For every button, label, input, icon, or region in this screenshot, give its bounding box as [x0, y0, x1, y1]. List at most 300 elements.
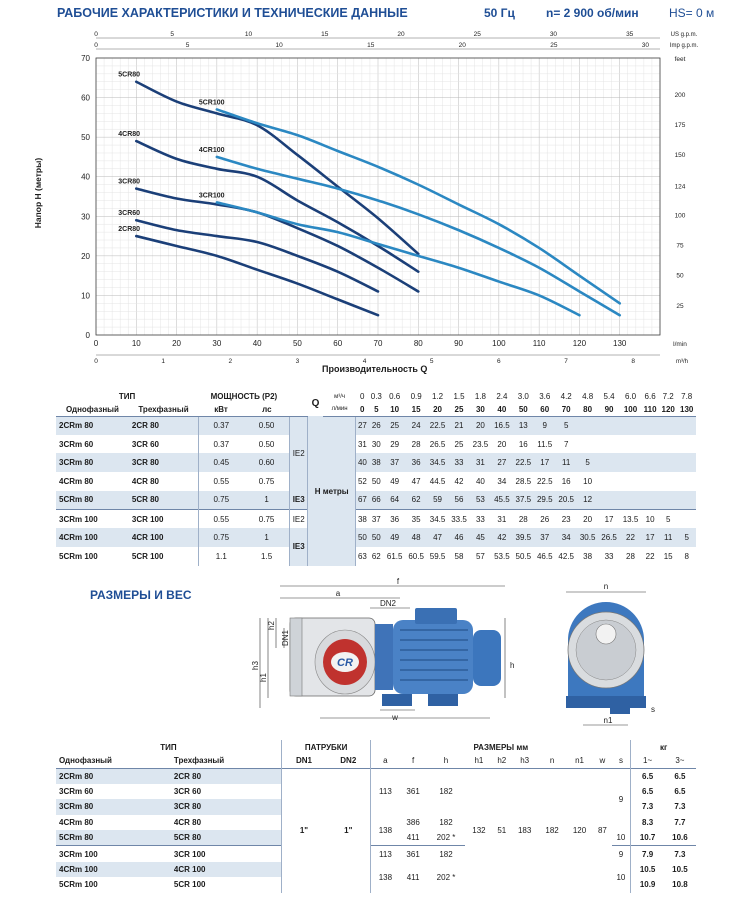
m3h-tick-label: 0	[94, 358, 98, 365]
q-lmin: 90	[598, 403, 619, 416]
head-value: 36	[384, 509, 405, 528]
head-value: 45	[470, 528, 491, 547]
head-value: 17	[534, 453, 555, 472]
weight-3ph: 7.3	[674, 802, 686, 812]
head-value	[641, 472, 659, 491]
head-value: 28	[411, 439, 421, 449]
m3h-tick-label: 3	[295, 358, 300, 365]
head-value	[641, 491, 659, 510]
x-tick-label: 50	[292, 339, 302, 348]
head-value: 28	[626, 551, 635, 561]
head-value	[659, 472, 677, 491]
head-value: 56	[448, 491, 469, 510]
m3h-tick-label: 6	[497, 358, 501, 365]
head-value	[598, 435, 619, 454]
h-value: 202 *	[436, 833, 456, 843]
q-m3h: 1.8	[474, 392, 486, 401]
col-h3: h3	[520, 756, 530, 766]
head-value: 11	[659, 528, 677, 547]
kg-header: кг	[631, 740, 696, 754]
head-value: 21	[448, 416, 469, 435]
x-tick-label: 100	[492, 339, 506, 348]
head-value: 16.5	[491, 416, 512, 435]
dim-row-three: 2CR 80	[171, 768, 281, 784]
col-1ph: 1~	[631, 754, 664, 768]
perf-row	[56, 547, 696, 566]
head-value	[659, 435, 677, 454]
head-value: 50	[356, 528, 369, 547]
q-lmin: 70	[555, 403, 576, 416]
head-value: 33	[448, 453, 469, 472]
x-tick-label: 0	[93, 339, 99, 348]
dim-row-single: 3CRm 60	[59, 786, 94, 796]
head-value: 20	[470, 416, 491, 435]
head-value: 37	[384, 453, 405, 472]
dim-label-n: n	[603, 582, 609, 591]
three-phase-model: 3CR 60	[131, 439, 159, 449]
q-lmin: 25	[448, 403, 469, 416]
power-kw: 0.55	[198, 509, 244, 528]
perf-row	[56, 491, 696, 510]
head-value: 49	[390, 476, 400, 486]
q-unit-lmin: л/мин	[323, 403, 355, 416]
feet-tick-label: 150	[674, 152, 686, 160]
dim-row-single: 5CRm 80	[56, 830, 171, 846]
weight-1ph: 6.5	[631, 768, 664, 784]
head-value: 33	[604, 551, 614, 561]
head-value	[598, 453, 619, 472]
feet-tick-label: 124	[674, 183, 686, 191]
head-value: 11.5	[537, 439, 553, 449]
y-tick-label: 40	[81, 172, 90, 182]
head-value	[677, 453, 696, 472]
head-value	[677, 509, 696, 528]
head-value: 31	[470, 453, 491, 472]
m3h-tick-label: 7	[564, 358, 568, 365]
pump-side-drawing	[250, 578, 520, 738]
perf-row	[56, 472, 696, 491]
head-value	[577, 435, 598, 454]
weight-3ph: 10.6	[672, 833, 688, 843]
head-value: 10	[641, 509, 659, 528]
y-tick-label: 30	[81, 212, 90, 222]
head-value	[677, 472, 696, 491]
col-s: s	[618, 756, 623, 766]
ie-class: IE3	[290, 528, 308, 565]
perf-row	[56, 509, 696, 528]
feet-unit-label: feet	[674, 56, 686, 63]
q-lmin: 60	[534, 403, 555, 416]
x-tick-label: 20	[172, 339, 182, 348]
col-3ph: 3~	[675, 756, 685, 766]
head-value: 59	[427, 491, 448, 510]
x-axis-label: Производительность Q	[322, 364, 428, 374]
head-value: 58	[454, 551, 464, 561]
q-lmin: 100	[620, 403, 641, 416]
q-m3h: 4.8	[582, 392, 594, 401]
curve-label-5cr80: 5CR80	[118, 71, 141, 79]
head-value: 39.5	[513, 528, 534, 547]
q-unit-m3h: м³/ч	[334, 393, 346, 400]
s-value: 10	[616, 872, 626, 882]
single-phase-model: 3CRm 60	[59, 439, 94, 449]
performance-chart	[40, 28, 700, 373]
head-value: 28	[513, 509, 534, 528]
head-value: 28.5	[515, 476, 532, 486]
power-kw: 1.1	[198, 547, 244, 566]
f-value: 386	[406, 818, 420, 828]
f-value: 361	[399, 846, 426, 862]
head-value: 50	[371, 476, 381, 486]
q-m3h: 7.8	[681, 392, 693, 401]
ie-class: IE2	[290, 416, 308, 491]
head-value	[620, 472, 641, 491]
head-value	[577, 416, 598, 435]
m3h-tick-label: 2	[228, 358, 233, 365]
dim-label-h: h	[510, 661, 515, 670]
q-m3h: 5.4	[603, 392, 615, 401]
head-value: 52	[356, 472, 369, 491]
perf-row	[56, 435, 696, 454]
imp-gpm-tick-label: 10	[275, 42, 283, 49]
head-value: 67	[356, 491, 369, 510]
col-a: a	[371, 754, 399, 768]
head-value: 42.5	[558, 551, 574, 561]
head-value: 5	[555, 416, 576, 435]
dn1-value: 1"	[281, 768, 326, 893]
power-kw: 0.45	[198, 453, 244, 472]
h3-value: 183	[511, 768, 538, 893]
y-tick-label: 60	[81, 93, 90, 103]
q-lmin: 0	[356, 403, 369, 416]
head-value: 31	[356, 435, 369, 454]
three-phase-model: 3CR 80	[129, 453, 198, 472]
three-phase-model: 5CR 100	[131, 551, 164, 561]
s-value: 9	[612, 768, 631, 830]
q-m3h: 2.4	[496, 392, 508, 401]
head-value: 30.5	[577, 528, 598, 547]
q-lmin: 80	[577, 403, 598, 416]
x-tick-label: 60	[333, 339, 343, 348]
x-tick-label: 40	[252, 339, 262, 348]
head-value: 48	[405, 528, 426, 547]
head-value: 38	[369, 453, 384, 472]
q-m3h: 4.2	[560, 392, 572, 401]
head-value: 38	[356, 509, 369, 528]
single-phase-model: 5CRm 80	[56, 491, 129, 510]
us-gpm-tick-label: 35	[626, 31, 634, 38]
feet-tick-label: 175	[674, 121, 686, 129]
head-value: 5	[577, 453, 598, 472]
dim-label-a: a	[335, 589, 341, 598]
q-m3h: 3.6	[539, 392, 551, 401]
col-n: n	[549, 756, 555, 766]
head-value	[620, 435, 641, 454]
head-value: 25	[384, 416, 405, 435]
h-value: 182	[427, 846, 465, 862]
head-value: 63	[356, 547, 369, 566]
dim-label-s: s	[651, 705, 655, 714]
head-label: H метры	[308, 416, 356, 566]
imp-gpm-unit-label: Imp g.p.m.	[669, 43, 699, 49]
w-value: 87	[593, 768, 611, 893]
feet-tick-label: 25	[676, 302, 684, 310]
head-value: 34	[497, 476, 507, 486]
perf-row	[56, 528, 696, 547]
dim-row-single: 4CRm 80	[59, 818, 94, 828]
three-phase-header: Трехфазный	[129, 403, 198, 416]
head-value: 13	[513, 416, 534, 435]
head-value: 16	[561, 476, 571, 486]
head-value	[659, 453, 677, 472]
pump-front-drawing	[548, 580, 668, 730]
head-value: 53.5	[494, 551, 510, 561]
head-value: 37	[369, 509, 384, 528]
head-value: 61.5	[386, 551, 403, 561]
head-value	[598, 491, 619, 510]
head-value: 36	[405, 453, 426, 472]
col-h2: h2	[497, 756, 507, 766]
us-gpm-tick-label: 25	[473, 31, 481, 38]
power-kw: 0.75	[198, 491, 244, 510]
weight-1ph: 8.3	[631, 815, 664, 831]
head-value: 22.5	[427, 416, 448, 435]
q-lmin: 30	[470, 403, 491, 416]
dim-label-h2: h2	[267, 621, 276, 630]
curve-label-2cr80: 2CR80	[118, 226, 141, 234]
h-value: 202 *	[436, 872, 456, 882]
us-gpm-tick-label: 15	[321, 31, 329, 38]
hp-header: лс	[244, 403, 290, 416]
weight-1ph: 7.3	[631, 799, 664, 815]
head-value: 27	[491, 453, 512, 472]
power-hp: 0.50	[258, 439, 275, 449]
dim-label-h3: h3	[251, 661, 260, 670]
page-title: РАБОЧИЕ ХАРАКТЕРИСТИКИ И ТЕХНИЧЕСКИЕ ДАННЫЕ	[57, 6, 408, 20]
head-value: 66	[369, 491, 384, 510]
curve-label-3cr60: 3CR60	[118, 210, 141, 218]
curve-label-3cr80: 3CR80	[118, 178, 141, 186]
head-value: 59.5	[429, 551, 446, 561]
col-h: h	[443, 756, 449, 766]
head-value: 8	[684, 551, 689, 561]
head-value: 42	[454, 476, 464, 486]
f-value: 411	[406, 872, 420, 882]
head-value: 25	[454, 439, 464, 449]
m3h-unit-label: m³/h	[676, 359, 688, 365]
q-lmin: 120	[659, 403, 677, 416]
col-f: f	[411, 756, 415, 766]
head-value: 11	[555, 453, 576, 472]
m3h-tick-label: 5	[429, 358, 434, 365]
head-value	[677, 416, 696, 435]
cr-logo: CR	[337, 657, 353, 669]
ports-header: ПАТРУБКИ	[281, 740, 371, 754]
head-value: 22.5	[536, 476, 553, 486]
three-phase-model: 2CR 80	[129, 416, 198, 435]
single-phase-model: 5CRm 100	[59, 551, 98, 561]
power-hp: 1	[244, 528, 290, 547]
head-value: 5	[677, 528, 696, 547]
head-value: 60.5	[408, 551, 424, 561]
weight-3ph: 10.5	[672, 864, 688, 874]
head-value: 33	[470, 509, 491, 528]
dim-row-three: 3CR 100	[171, 846, 281, 862]
power-header: МОЩНОСТЬ (P2)	[210, 392, 278, 401]
q-m3h: 0.6	[389, 392, 401, 401]
performance-table	[56, 390, 696, 566]
dim-row-single: 3CRm 80	[56, 799, 171, 815]
power-hp: 1.5	[261, 551, 273, 561]
frequency-label: 50 Гц	[484, 6, 515, 20]
head-value	[659, 416, 677, 435]
q-m3h: 0	[359, 392, 365, 401]
power-hp: 0.60	[244, 453, 290, 472]
dim-label-h1: h1	[259, 673, 268, 682]
weight-3ph: 7.7	[674, 818, 686, 828]
power-hp: 1	[244, 491, 290, 510]
x-tick-label: 120	[572, 339, 587, 348]
head-value: 20	[497, 439, 507, 449]
s-value: 10	[616, 833, 626, 843]
power-kw: 0.55	[198, 472, 244, 491]
dim-row-single: 4CRm 100	[56, 862, 171, 878]
q-lmin: 15	[405, 403, 426, 416]
head-value: 45.5	[491, 491, 512, 510]
head-value: 57	[475, 551, 485, 561]
feet-tick-label: 100	[674, 212, 686, 220]
single-phase-model: 3CRm 80	[56, 453, 129, 472]
weight-3ph: 10.8	[672, 880, 688, 890]
head-value: 53	[470, 491, 491, 510]
head-value: 30	[371, 439, 381, 449]
three-phase-model: 4CR 100	[129, 528, 198, 547]
head-value: 22	[620, 528, 641, 547]
weight-1ph: 7.9	[631, 846, 664, 862]
single-phase-model: 4CRm 80	[59, 476, 94, 486]
dim-three-header: Трехфазный	[173, 756, 225, 766]
head-value	[598, 416, 619, 435]
h2-value: 51	[493, 768, 511, 893]
head-value: 29	[390, 439, 400, 449]
y-tick-label: 0	[85, 331, 90, 340]
head-value: 22.5	[513, 453, 534, 472]
a-value: 138	[371, 815, 399, 846]
dim-label-dn1: DN1	[281, 629, 290, 646]
ie-class: IE2	[290, 509, 308, 528]
m3h-tick-label: 8	[631, 358, 635, 365]
y-tick-label: 10	[81, 291, 90, 301]
head-value	[641, 435, 659, 454]
x-tick-label: 110	[532, 339, 546, 348]
single-phase-model: 3CRm 100	[56, 509, 129, 528]
head-value: 40	[356, 453, 369, 472]
x-tick-label: 30	[212, 339, 222, 348]
head-value: 26	[534, 509, 555, 528]
h1-value: 132	[465, 768, 492, 893]
head-value	[620, 491, 641, 510]
x-tick-label: 80	[413, 339, 423, 348]
head-value: 23	[555, 509, 576, 528]
q-m3h: 0.9	[410, 392, 422, 401]
x-tick-label: 130	[613, 339, 627, 348]
head-value: 34.5	[427, 453, 448, 472]
us-gpm-tick-label: 0	[94, 31, 98, 38]
dim-row-single: 5CRm 100	[59, 880, 98, 890]
head-value: 50.5	[515, 551, 532, 561]
single-phase-model: 2CRm 80	[56, 416, 129, 435]
curve-label-5cr100: 5CR100	[198, 99, 225, 107]
head-value	[641, 453, 659, 472]
q-lmin: 10	[384, 403, 405, 416]
col-h1: h1	[474, 756, 484, 766]
curve-label-4cr100: 4CR100	[198, 146, 225, 154]
a-value: 138	[371, 862, 399, 893]
head-value: 5	[659, 509, 677, 528]
ie-class: IE3	[290, 491, 308, 510]
head-value: 23.5	[472, 439, 489, 449]
imp-gpm-tick-label: 15	[367, 42, 375, 49]
head-value: 16	[518, 439, 528, 449]
three-phase-model: 3CR 100	[129, 509, 198, 528]
q-m3h: 0.3	[370, 392, 382, 401]
dim-row-three: 5CR 100	[173, 880, 206, 890]
h-value: 182	[439, 818, 453, 828]
us-gpm-unit-label: US g.p.m.	[670, 32, 698, 38]
q-lmin: 20	[427, 403, 448, 416]
m3h-tick-label: 4	[362, 358, 367, 365]
head-value	[641, 416, 659, 435]
col-dn2: DN2	[340, 756, 357, 766]
y-tick-label: 20	[81, 251, 90, 261]
us-gpm-tick-label: 30	[549, 31, 558, 38]
weight-3ph: 7.3	[664, 846, 696, 862]
head-value: 9	[534, 416, 555, 435]
imp-gpm-tick-label: 0	[94, 42, 98, 49]
m3h-tick-label: 1	[161, 358, 165, 365]
dim-row-single: 2CRm 80	[56, 768, 171, 784]
q-label: Q	[311, 397, 320, 409]
head-value: 24	[405, 416, 426, 435]
head-value: 29.5	[534, 491, 555, 510]
head-value: 50	[369, 528, 384, 547]
f-value: 361	[399, 768, 426, 815]
head-value: 26	[369, 416, 384, 435]
head-value: 47	[427, 528, 448, 547]
y-axis-label: Напор H (метры)	[33, 157, 43, 229]
head-value: 42	[491, 528, 512, 547]
q-m3h: 3.0	[517, 392, 529, 401]
weight-1ph: 10.7	[631, 830, 664, 846]
head-value: 40	[475, 476, 485, 486]
power-kw: 0.75	[198, 528, 244, 547]
head-value: 62	[405, 491, 426, 510]
dimensions-title: РАЗМЕРЫ И ВЕС	[90, 588, 192, 602]
power-hp: 0.50	[244, 416, 290, 435]
head-value: 62	[371, 551, 381, 561]
n-value: 182	[538, 768, 565, 893]
weight-1ph: 10.5	[631, 862, 664, 878]
q-lmin: 110	[641, 403, 659, 416]
head-value: 26.5	[598, 528, 619, 547]
head-value: 35	[405, 509, 426, 528]
head-value: 31	[491, 509, 512, 528]
head-value: 37	[534, 528, 555, 547]
q-lmin: 40	[491, 403, 512, 416]
dim-row-three: 5CR 80	[171, 830, 281, 846]
dim-row-three: 4CR 100	[171, 862, 281, 878]
perf-row	[56, 453, 696, 472]
